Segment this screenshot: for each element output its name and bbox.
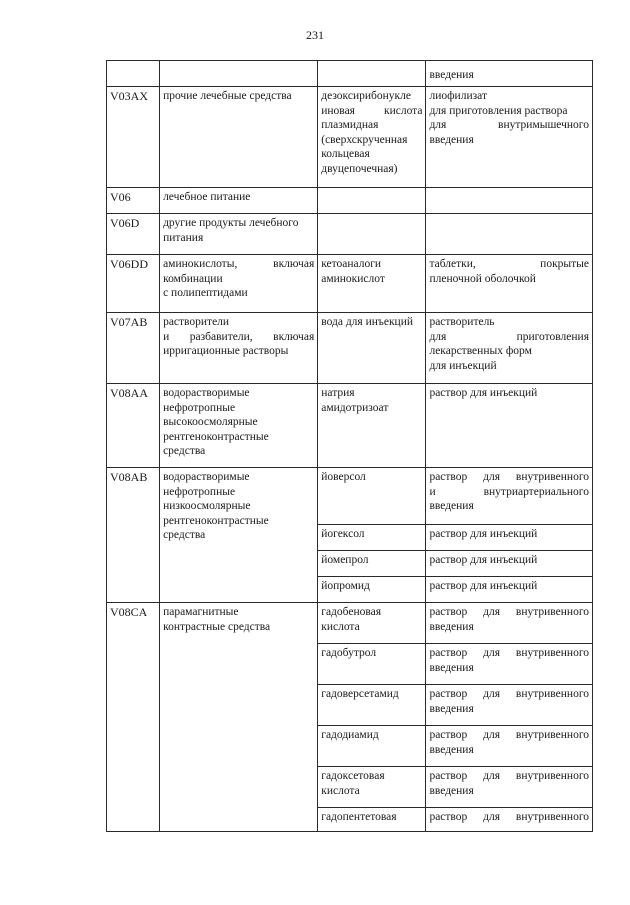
group-cell: лечебное питание [160, 188, 318, 214]
table-row [107, 603, 593, 644]
group-line: парамагнитные [163, 606, 239, 618]
form-line: для инъекций [429, 359, 497, 372]
form-cell [426, 61, 593, 87]
group-line: водорастворимые [163, 471, 250, 483]
form-line: для приготовления [429, 330, 589, 343]
group-line: рентгеноконтрастные [163, 514, 269, 527]
atc-code-cell: V03AX [107, 87, 160, 188]
substance-line: гадобеновая [321, 606, 382, 618]
atc-code-cell: V08AA [107, 384, 160, 468]
substance-line: гадоксетовая [321, 770, 385, 782]
table-row [107, 384, 593, 468]
form-line: для внутримышечного [429, 119, 589, 131]
group-line: аминокислоты, включая [163, 258, 315, 270]
table-row [107, 214, 593, 255]
atc-code-cell [107, 61, 160, 87]
group-line: водорастворимые [163, 387, 250, 399]
group-line: рентгеноконтрастные [163, 430, 269, 443]
group-cell [160, 313, 318, 384]
substance-cell: гадопентетовая [318, 808, 426, 832]
form-line: раствор для внутривенного [429, 729, 589, 741]
substance-line: кетоаналоги [321, 258, 382, 270]
group-cell [160, 384, 318, 468]
form-line: раствор для внутривенного [429, 688, 589, 700]
substance-cell: йопромид [318, 577, 426, 603]
table-row [107, 61, 593, 87]
substance-cell [318, 255, 426, 313]
form-line: лиофилизат [429, 90, 487, 102]
form-line: раствор для внутривенного [429, 471, 589, 483]
form-cell [426, 188, 593, 214]
substance-line: двуцепочечная) [321, 162, 398, 175]
form-cell: раствор для инъекций [426, 577, 593, 603]
substance-line: плазмидная [321, 119, 379, 131]
group-cell [160, 255, 318, 313]
substance-line: кислота [321, 784, 360, 797]
substance-line: кольцевая [321, 148, 370, 160]
group-line: нефротропные [163, 401, 236, 414]
table-row [107, 188, 593, 214]
group-line: и разбавители, включая [163, 330, 315, 343]
group-line: ирригационные растворы [163, 345, 289, 357]
table-row [107, 255, 593, 313]
group-line: с полипептидами [163, 287, 248, 299]
group-cell [160, 61, 318, 87]
group-line: средства [163, 445, 206, 457]
group-line: другие продукты лечебного [163, 217, 299, 229]
atc-code-cell: V08CA [107, 603, 160, 832]
form-cell [426, 644, 593, 685]
group-line: комбинации [163, 272, 223, 285]
form-line: для приготовления раствора [429, 104, 568, 117]
group-line: высокоосмолярные [163, 416, 258, 428]
form-text: введения [429, 68, 474, 81]
form-cell: раствор для инъекций [426, 525, 593, 551]
form-cell [426, 603, 593, 644]
form-cell [426, 214, 593, 255]
group-cell [160, 603, 318, 832]
form-line: раствор для внутривенного [429, 606, 589, 618]
substance-cell [318, 214, 426, 255]
table-row [107, 468, 593, 525]
form-cell [426, 808, 593, 832]
group-cell [160, 468, 318, 603]
form-line: раствор для внутривенного [429, 770, 589, 782]
form-line: лекарственных форм [429, 345, 532, 357]
form-cell [426, 468, 593, 525]
substance-line: амидотризоат [321, 401, 389, 414]
atc-code-cell: V08AB [107, 468, 160, 603]
form-line: введения [429, 784, 474, 797]
form-cell [426, 313, 593, 384]
substance-cell [318, 87, 426, 188]
substance-cell [318, 61, 426, 87]
substance-line: иновая кислота [321, 104, 423, 117]
form-line: и внутриартериального [429, 485, 589, 498]
substance-line: (сверхскрученная [321, 133, 408, 146]
substance-line: кислота [321, 620, 360, 633]
form-line: введения [429, 661, 474, 674]
group-line: средства [163, 529, 206, 541]
atc-code-cell: V06 [107, 188, 160, 214]
form-cell [426, 255, 593, 313]
form-cell [426, 767, 593, 808]
form-line: растворитель [429, 316, 495, 328]
form-cell: раствор для инъекций [426, 551, 593, 577]
atc-code-cell: V06D [107, 214, 160, 255]
form-line: пленочной оболочкой [429, 272, 536, 285]
form-line: введения [429, 620, 474, 633]
atc-code-cell: V06DD [107, 255, 160, 313]
group-line: контрастные средства [163, 620, 271, 633]
form-cell: раствор для инъекций [426, 384, 593, 468]
form-line: введения [429, 743, 474, 756]
form-line: раствор для внутривенного [429, 647, 589, 659]
substance-cell: вода для инъекций [318, 313, 426, 384]
table-row [107, 313, 593, 384]
form-cell [426, 685, 593, 726]
group-line: нефротропные [163, 485, 236, 498]
substance-cell: гадобутрол [318, 644, 426, 685]
drug-table [106, 60, 593, 832]
group-cell [160, 214, 318, 255]
group-line: растворители [163, 316, 230, 328]
substance-cell: йоверсол [318, 468, 426, 525]
substance-line: дезоксирибонукле [321, 90, 411, 102]
form-line: введения [429, 133, 474, 146]
form-line: введения [429, 702, 474, 715]
page-number: 231 [306, 28, 324, 42]
substance-cell: йомепрол [318, 551, 426, 577]
substance-cell: гадодиамид [318, 726, 426, 767]
table-row [107, 87, 593, 188]
group-line: питания [163, 231, 204, 244]
form-line: введения [429, 500, 474, 512]
substance-cell [318, 603, 426, 644]
group-cell: прочие лечебные средства [160, 87, 318, 188]
atc-code-cell: V07AB [107, 313, 160, 384]
form-cell [426, 87, 593, 188]
substance-line: аминокислот [321, 272, 385, 285]
form-line: таблетки, покрытые [429, 258, 589, 270]
substance-cell [318, 188, 426, 214]
substance-cell [318, 384, 426, 468]
form-cell [426, 726, 593, 767]
substance-cell: гадоверсетамид [318, 685, 426, 726]
substance-cell: йогексол [318, 525, 426, 551]
substance-cell [318, 767, 426, 808]
group-line: низкоосмолярные [163, 500, 251, 512]
substance-line: натрия [321, 387, 355, 399]
form-line: раствор для внутривенного [429, 811, 589, 823]
